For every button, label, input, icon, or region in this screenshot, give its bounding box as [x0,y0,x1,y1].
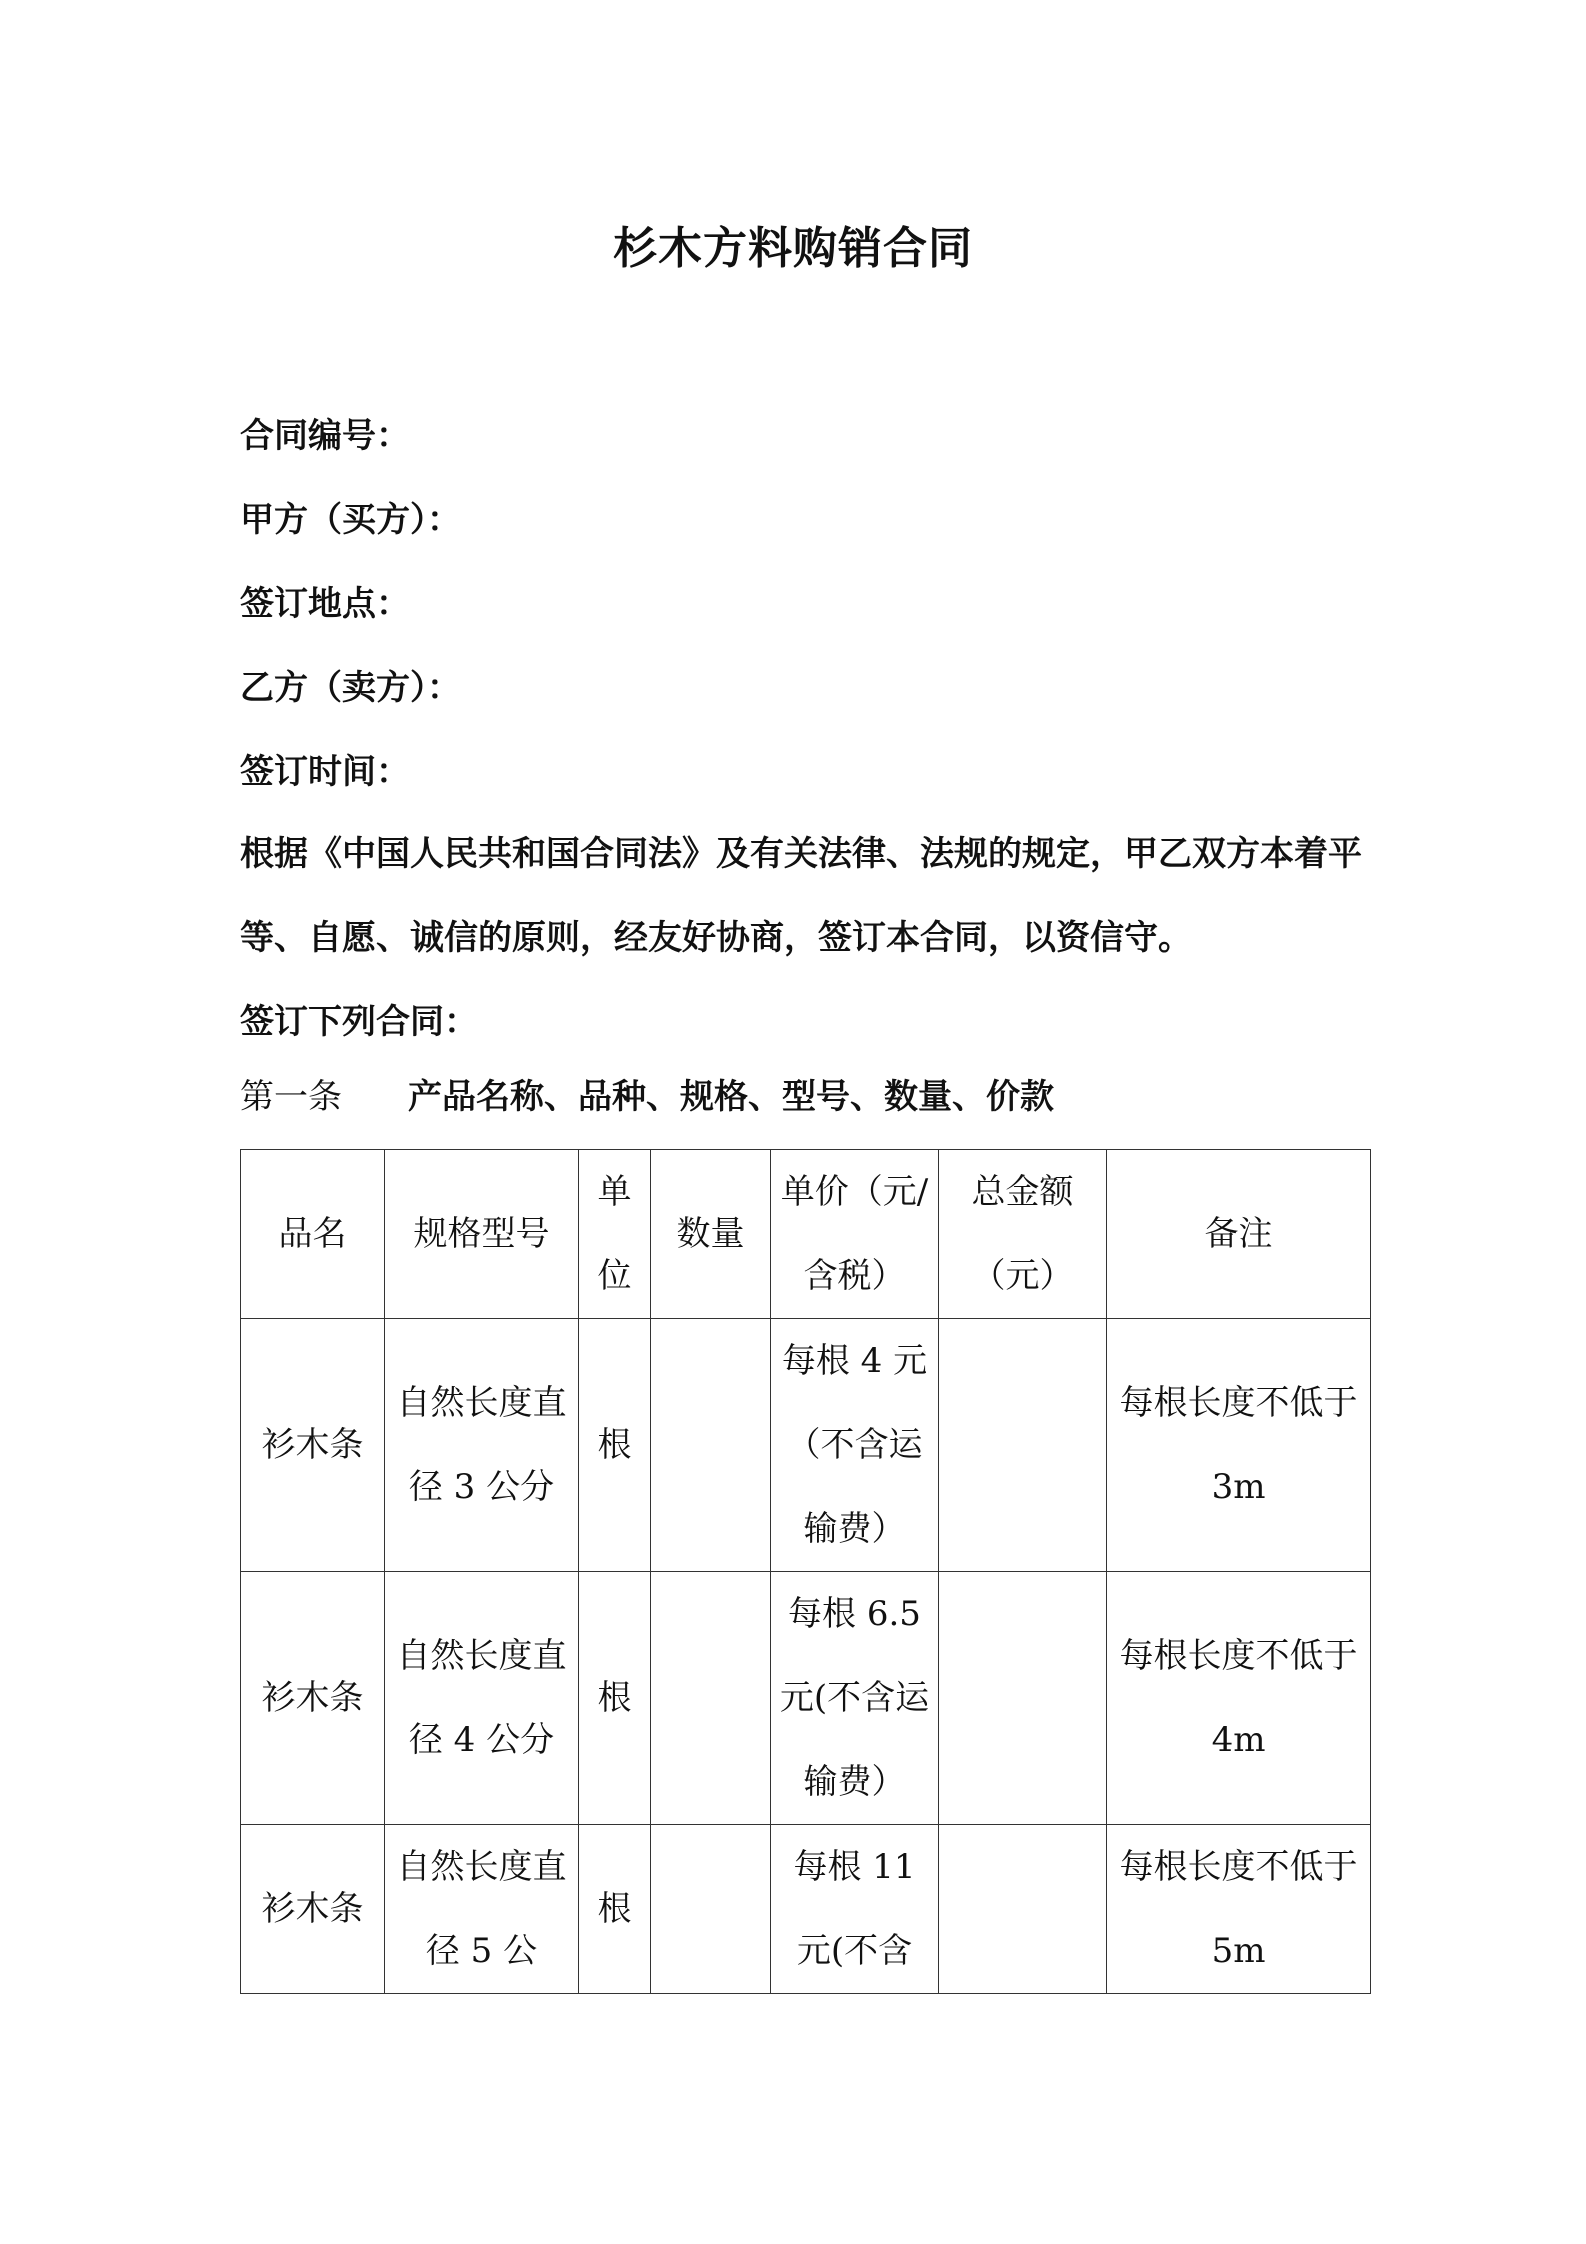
cell-unit: 根 [579,1572,651,1825]
header-total: 总金额（元） [939,1150,1107,1319]
sign-place-field: 签订地点： [240,584,410,624]
cell-price: 每根 6.5 元(不含运输费） [771,1572,939,1825]
cell-spec: 自然长度直径 5 公 [385,1825,579,1994]
header-price: 单价（元/含税） [771,1150,939,1319]
cell-note: 每根长度不低于 5m [1107,1825,1371,1994]
table-header-row [241,1150,1371,1319]
sign-contract-line: 签订下列合同： [240,1002,478,1042]
table-row [241,1319,1371,1572]
party-a-field: 甲方（买方）： [240,500,461,540]
cell-name: 衫木条 [241,1825,385,1994]
cell-name: 衫木条 [241,1572,385,1825]
sign-time-field: 签订时间： [240,752,410,792]
party-b-field: 乙方（卖方）： [240,668,461,708]
article-title: 产品名称、品种、规格、型号、数量、价款 [408,1077,1054,1117]
cell-name: 衫木条 [241,1319,385,1572]
cell-total [939,1319,1107,1572]
header-name: 品名 [241,1150,385,1319]
header-spec: 规格型号 [385,1150,579,1319]
cell-spec: 自然长度直径 3 公分 [385,1319,579,1572]
cell-qty [651,1572,771,1825]
product-table [240,1149,1371,1994]
cell-note: 每根长度不低于 4m [1107,1572,1371,1825]
header-note: 备注 [1107,1150,1371,1319]
cell-price: 每根 11 元(不含 [771,1825,939,1994]
cell-qty [651,1319,771,1572]
preamble-paragraph: 根据《中国人民共和国合同法》及有关法律、法规的规定，甲乙双方本着平等、自愿、诚信的原则，经友好协商，签订本合同，以资信守。 [240,834,1362,958]
header-qty: 数量 [651,1150,771,1319]
cell-total [939,1572,1107,1825]
cell-unit: 根 [579,1825,651,1994]
contract-number-field: 合同编号： [240,416,410,456]
cell-spec: 自然长度直径 4 公分 [385,1572,579,1825]
cell-total [939,1825,1107,1994]
cell-note: 每根长度不低于 3m [1107,1319,1371,1572]
cell-qty [651,1825,771,1994]
cell-unit: 根 [579,1319,651,1572]
header-unit: 单位 [579,1150,651,1319]
table-row [241,1825,1371,1994]
article-1-heading [240,1075,1054,1119]
document-title: 杉木方料购销合同 [613,223,973,274]
cell-price: 每根 4 元（不含运输费） [771,1319,939,1572]
article-number: 第一条 [240,1077,342,1117]
table-row [241,1572,1371,1825]
